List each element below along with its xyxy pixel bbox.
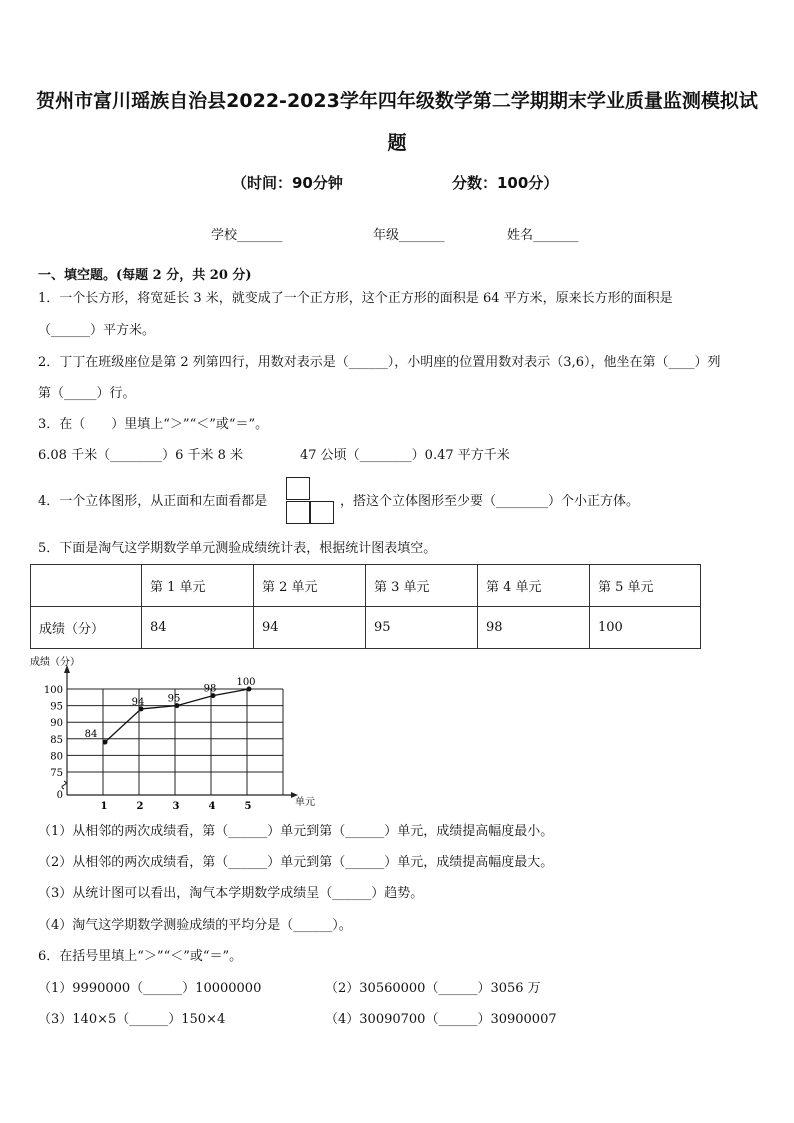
x-tick-label: 1: [100, 801, 108, 810]
data-label: 100: [236, 677, 256, 688]
table-header-row: [31, 565, 701, 607]
table-header-cell: 第 1 单元: [142, 565, 254, 607]
data-point: [103, 740, 108, 745]
x-tick-label: 3: [172, 801, 180, 810]
question-5-2: （2）从相邻的两次成绩看，第（______）单元到第（______）单元，成绩提高幅度最大。: [38, 855, 554, 870]
school-field: 学校_______: [211, 228, 283, 243]
table-cell: 95: [366, 607, 478, 649]
question-6-2: （2）30560000（______）3056 万: [325, 981, 541, 996]
question-5-intro: 5．下面是淘气这学期数学单元测验成绩统计表，根据统计图表填空。: [38, 541, 437, 556]
x-axis-label: 单元: [295, 797, 315, 808]
page-title-line-1: 贺州市富川瑶族自治县2022-2023学年四年级数学第二学期期末学业质量监测模拟试: [36, 90, 758, 112]
name-field: 姓名_______: [507, 228, 579, 243]
x-tick-label: 5: [244, 801, 252, 810]
score-line-chart: [30, 655, 340, 810]
question-6-1: （1）9990000（______）10000000: [38, 981, 262, 996]
table-cell: 84: [142, 607, 254, 649]
table-header-cell: 第 4 单元: [478, 565, 590, 607]
question-6-3: （3）140×5（______）150×4: [38, 1012, 226, 1027]
cube-bottom-left: [286, 501, 310, 524]
section-heading: 一、填空题。(每题 2 分，共 20 分): [38, 268, 252, 283]
question-6-intro: 6．在括号里填上“＞”“＜”或“＝”。: [38, 949, 243, 964]
score-table: [30, 564, 701, 649]
y-tick-label: 75: [50, 768, 63, 779]
data-label: 98: [203, 683, 217, 695]
question-2-line-2: 第（_____）行。: [38, 386, 136, 401]
question-6-4: （4）30090700（______）30900007: [325, 1012, 557, 1027]
table-row: [31, 607, 701, 649]
y-tick-label: 95: [50, 701, 63, 713]
table-cell: 98: [478, 607, 590, 649]
question-5-3: （3）从统计图可以看出，淘气本学期数学成绩呈（______）趋势。: [38, 886, 424, 901]
page-title-line-2: 题: [387, 132, 407, 154]
y-tick-label: 90: [50, 718, 63, 730]
y-tick-label: 85: [50, 734, 63, 746]
cube-view-figure: [286, 477, 336, 525]
y-axis-label: 成绩（分）: [30, 657, 80, 668]
question-1-line-2: （______）平方米。: [38, 323, 156, 338]
table-header-cell: [31, 565, 142, 607]
question-3-b: 47 公顷（________）0.47 平方千米: [300, 448, 510, 463]
data-label: 84: [84, 729, 98, 741]
question-2-line-1: 2．丁丁在班级座位是第 2 列第四行，用数对表示是（______），小明座的位置用数对表示（3,6），他坐在第（____）列: [38, 355, 721, 370]
table-header-cell: 第 3 单元: [366, 565, 478, 607]
y-tick-label: 100: [43, 685, 63, 696]
grade-field: 年级_______: [373, 228, 445, 243]
table-cell: 94: [254, 607, 366, 649]
question-3-a: 6.08 千米（________）6 千米 8 米: [38, 448, 244, 463]
question-5-4: （4）淘气这学期数学测验成绩的平均分是（______）。: [38, 918, 352, 933]
question-4-pre: 4．一个立体图形，从正面和左面看都是: [38, 494, 268, 509]
question-5-1: （1）从相邻的两次成绩看，第（______）单元到第（______）单元，成绩提高幅度最小。: [38, 824, 554, 839]
cube-top: [286, 477, 310, 500]
exam-score: 分数：100分）: [452, 174, 559, 192]
data-label: 95: [167, 693, 181, 705]
table-header-cell: 第 5 单元: [590, 565, 701, 607]
data-label: 94: [131, 696, 145, 708]
axis-break: [62, 781, 66, 789]
y-tick-label: 0: [56, 790, 63, 801]
question-4-post: ，搭这个立体图形至少要（________）个小正方体。: [340, 494, 640, 509]
table-cell: 100: [590, 607, 701, 649]
x-tick-label: 4: [208, 801, 216, 810]
cube-bottom-right: [310, 501, 334, 524]
x-tick-label: 2: [136, 801, 144, 810]
table-row-label: 成绩（分）: [31, 607, 142, 649]
table-header-cell: 第 2 单元: [254, 565, 366, 607]
question-1-line-1: 1．一个长方形，将宽延长 3 米，就变成了一个正方形，这个正方形的面积是 64 平方米，原来长方形的面积是: [38, 291, 673, 306]
y-tick-label: 80: [50, 751, 63, 763]
exam-time: （时间：90分钟: [232, 174, 343, 192]
question-3: 3．在（ ）里填上“＞”“＜”或“＝”。: [38, 417, 269, 432]
